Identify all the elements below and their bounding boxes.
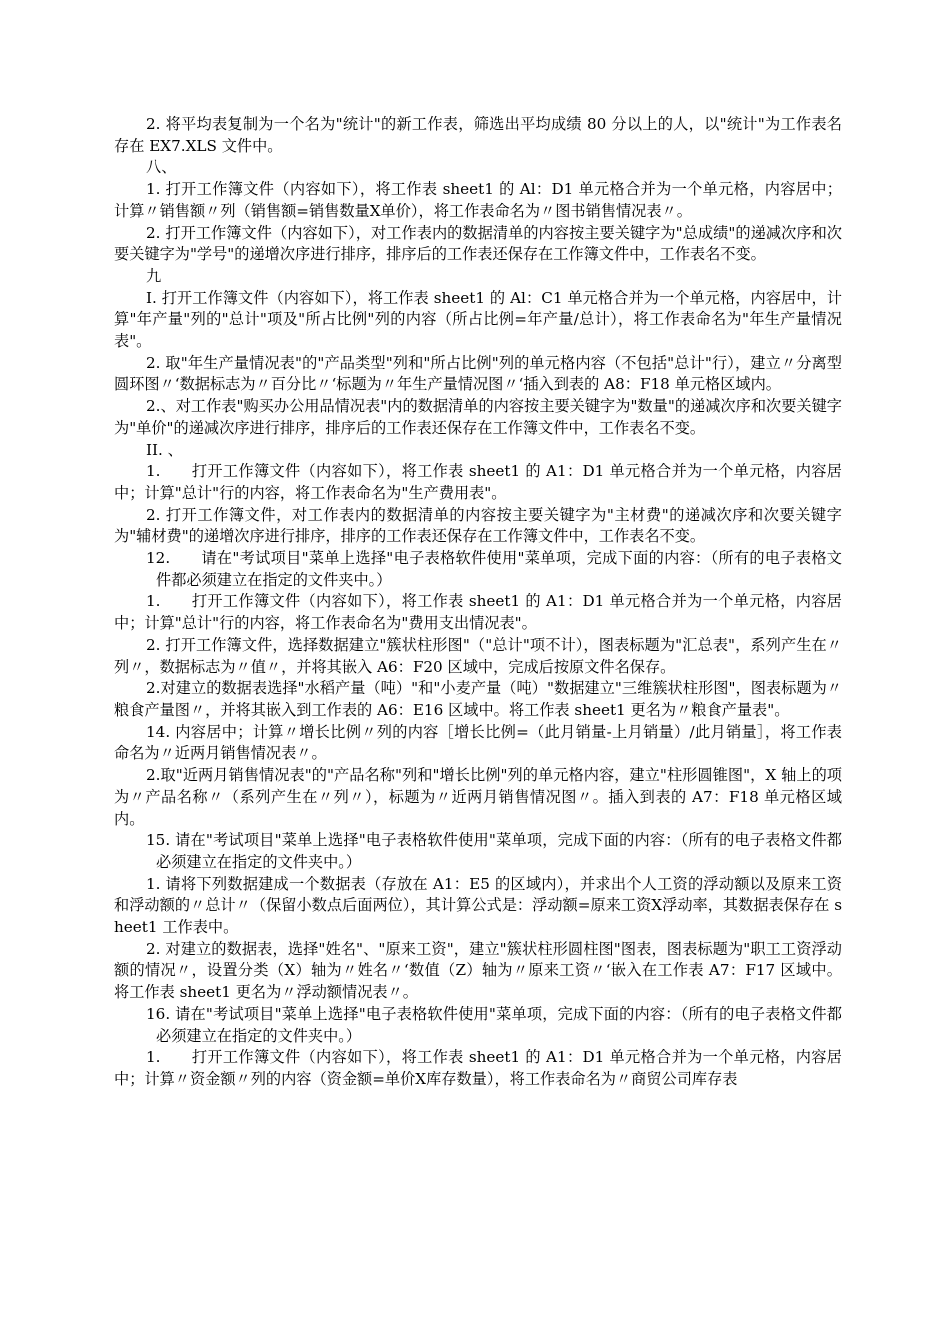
- paragraph: 2. 将平均表复制为一个名为"统计"的新工作表，筛选出平均成绩 80 分以上的人，以"统计"为工作表名存在 EX7.XLS 文件中。: [114, 115, 842, 155]
- paragraph: 1. 请将下列数据建成一个数据表（存放在 A1：E5 的区域内），并求出个人工资的浮动额以及原来工资和浮动额的〃总计〃（保留小数点后面两位），其计算公式是：浮动额=原来工资Ⅹ浮动率，其数据表保存在 sheet1 工作表中。: [114, 874, 842, 937]
- paragraph: 2.、对工作表"购买办公用品情况表"内的数据清单的内容按主要关键字为"数量"的递减次序和次要关键字为"单价"的递减次序进行排序，排序后的工作表还保存在工作簿文件中，工作表名不变。: [114, 397, 842, 437]
- paragraph: 1. 打开工作簿文件（内容如下），将工作表 sheet1 的 Al：D1 单元格合并为一个单元格，内容居中；计算〃销售额〃列（销售额=销售数量Ⅹ单价），将工作表命名为〃图书销售情况表〃。: [114, 180, 842, 220]
- paragraph: 1. 打开工作簿文件（内容如下），将工作表 sheet1 的 A1：D1 单元格合并为一个单元格，内容居中；计算"总计"行的内容，将工作表命名为"费用支出情况表"。: [114, 592, 842, 633]
- section-heading: 八、: [146, 158, 177, 177]
- paragraph: 1. 打开工作簿文件（内容如下），将工作表 sheet1 的 A1：D1 单元格合并为一个单元格，内容居中；计算"总计"行的内容，将工作表命名为"生产费用表"。: [114, 462, 842, 502]
- section-heading: II. 、: [146, 440, 183, 459]
- section-heading: 九: [146, 266, 162, 285]
- paragraph: 2. 打开工作簿文件，对工作表内的数据清单的内容按主要关键字为"主材费"的递减次序和次要关键字为"辅材费"的递增次序进行排序，排序的工作表还保存在工作簿文件中，工作表名不变。: [114, 505, 842, 546]
- question-heading: 12. 请在"考试项目"菜单上选择"电子表格软件使用"菜单项，完成下面的内容：（所有的电子表格文件都必须建立在指定的文件夹中。）: [146, 549, 842, 589]
- question-heading: 16. 请在"考试项目"菜单上选择"电子表格软件使用"菜单项，完成下面的内容：（所有的电子表格文件都必须建立在指定的文件夹中。）: [146, 1004, 842, 1045]
- question-heading: 15. 请在"考试项目"菜单上选择"电子表格软件使用"菜单项，完成下面的内容：（所有的电子表格文件都必须建立在指定的文件夹中。）: [146, 831, 842, 871]
- document-body: [114, 114, 842, 1091]
- paragraph: 2.对建立的数据表选择"水稻产量（吨）"和"小麦产量（吨）"数据建立"三维簇状柱形图"，图表标题为〃粮食产量图〃，并将其嵌入到工作表的 A6：E16 区域中。将工作表 sheet1 更名为〃粮食产量表"。: [114, 679, 842, 719]
- paragraph: 2. 打开工作簿文件，选择数据建立"簇状柱形图"（"总计"项不计），图表标题为"汇总表"，系列产生在〃列〃，数据标志为〃值〃，并将其嵌入 A6：F20 区域中，完成后按原文件名保存。: [114, 635, 842, 676]
- paragraph: 2.取"近两月销售情况表"的"产品名称"列和"增长比例"列的单元格内容，建立"柱形圆锥图"，X 轴上的项为〃产品名称〃（系列产生在〃列〃），标题为〃近两月销售情况图〃。插入到表的 A7：F18 单元格区域内。: [114, 766, 842, 828]
- paragraph: 14. 内容居中；计算〃增长比例〃列的内容［增长比例=（此月销量-上月销量）/此月销量］，将工作表命名为〃近两月销售情况表〃。: [114, 722, 842, 763]
- paragraph: 1. 打开工作簿文件（内容如下），将工作表 sheet1 的 A1：D1 单元格合并为一个单元格，内容居中；计算〃资金额〃列的内容（资金额=单价Ⅹ库存数量），将工作表命名为〃商贸公司库存表: [114, 1048, 842, 1088]
- paragraph: I. 打开工作簿文件（内容如下），将工作表 sheet1 的 Al：C1 单元格合并为一个单元格，内容居中，计算"年产量"列的"总计"项及"所占比例"列的内容（所占比例=年产量/总计），将工作表命名为"年生产量情况表"。: [114, 288, 842, 351]
- paragraph: 2. 对建立的数据表，选择"姓名"、"原来工资"，建立"簇状柱形圆柱图"图表，图表标题为"职工工资浮动额的情况〃，设置分类（X）轴为〃姓名〃‘数值（Z）轴为〃原来工资〃‘嵌入在工作表 A7：F17 区域中。将工作表 sheet1 更名为〃浮动额情况表〃。: [114, 939, 842, 1002]
- paragraph: 2. 取"年生产量情况表"的"产品类型"列和"所占比例"列的单元格内容（不包括"总计"行），建立〃分离型圆环图〃‘数据标志为〃百分比〃‘标题为〃年生产量情况图〃‘插入到表的 A8：F18 单元格区域内。: [114, 353, 842, 394]
- paragraph: 2. 打开工作簿文件（内容如下），对工作表内的数据清单的内容按主要关键字为"总成绩"的递减次序和次要关键字为"学号"的递增次序进行排序，排序后的工作表还保存在工作簿文件中，工作表名不变。: [114, 223, 842, 264]
